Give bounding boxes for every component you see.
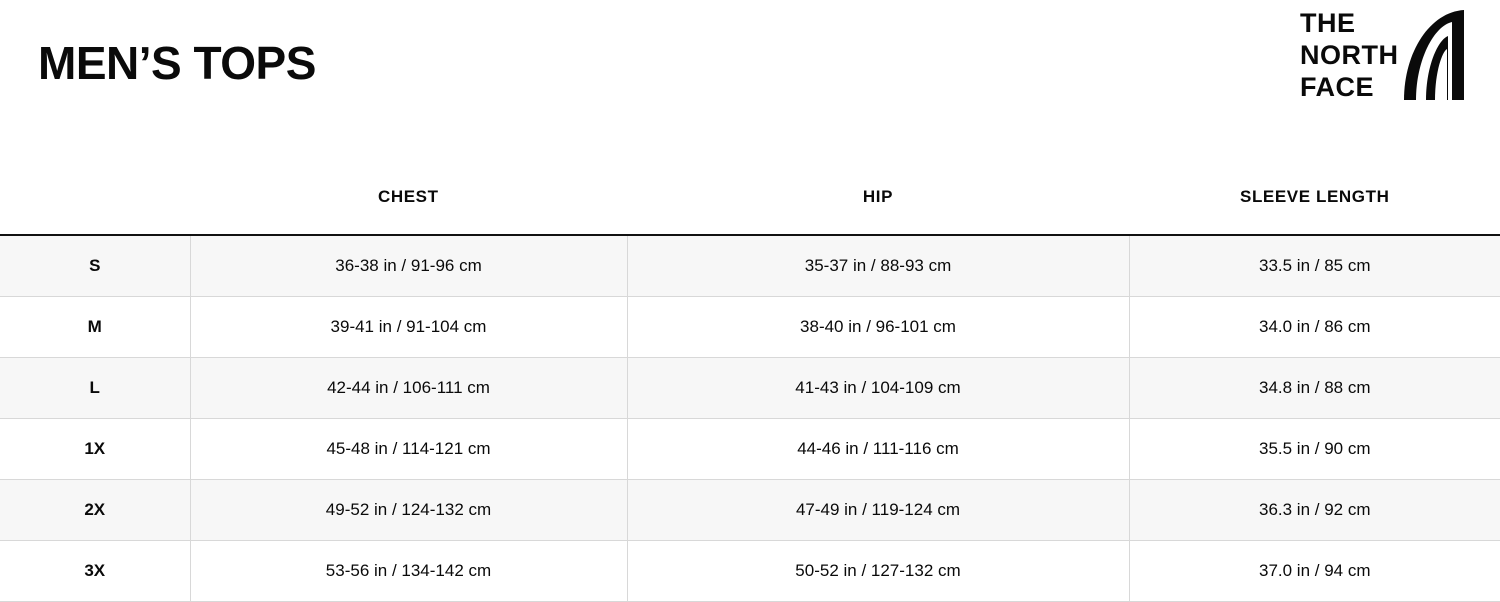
cell-size: M [0, 296, 190, 357]
cell-chest: 36-38 in / 91-96 cm [190, 235, 627, 296]
cell-chest: 42-44 in / 106-111 cm [190, 357, 627, 418]
column-header-size [0, 160, 190, 235]
svg-text:THE: THE [1300, 8, 1356, 38]
cell-chest: 49-52 in / 124-132 cm [190, 479, 627, 540]
page-header [0, 0, 1500, 160]
table-row [0, 235, 1500, 296]
cell-hip: 47-49 in / 119-124 cm [627, 479, 1129, 540]
cell-sleeve: 36.3 in / 92 cm [1129, 479, 1500, 540]
table-row [0, 479, 1500, 540]
cell-hip: 38-40 in / 96-101 cm [627, 296, 1129, 357]
cell-sleeve: 35.5 in / 90 cm [1129, 418, 1500, 479]
cell-hip: 35-37 in / 88-93 cm [627, 235, 1129, 296]
cell-hip: 41-43 in / 104-109 cm [627, 357, 1129, 418]
table-header [0, 160, 1500, 235]
cell-hip: 50-52 in / 127-132 cm [627, 540, 1129, 601]
cell-size: 2X [0, 479, 190, 540]
table-row [0, 296, 1500, 357]
size-chart-table [0, 160, 1500, 602]
the-north-face-logo [1300, 6, 1470, 108]
table-row [0, 357, 1500, 418]
cell-sleeve: 34.8 in / 88 cm [1129, 357, 1500, 418]
cell-sleeve: 37.0 in / 94 cm [1129, 540, 1500, 601]
cell-sleeve: 33.5 in / 85 cm [1129, 235, 1500, 296]
column-header-chest: CHEST [190, 160, 627, 235]
page-title: MEN’S TOPS [38, 37, 316, 89]
svg-text:NORTH: NORTH [1300, 40, 1399, 70]
column-header-sleeve-length: SLEEVE LENGTH [1129, 160, 1500, 235]
cell-chest: 39-41 in / 91-104 cm [190, 296, 627, 357]
cell-chest: 45-48 in / 114-121 cm [190, 418, 627, 479]
cell-size: L [0, 357, 190, 418]
cell-chest: 53-56 in / 134-142 cm [190, 540, 627, 601]
cell-size: 3X [0, 540, 190, 601]
table-row [0, 540, 1500, 601]
cell-sleeve: 34.0 in / 86 cm [1129, 296, 1500, 357]
table-body [0, 235, 1500, 601]
cell-size: 1X [0, 418, 190, 479]
header-row [0, 160, 1500, 235]
table-row [0, 418, 1500, 479]
svg-text:FACE: FACE [1300, 72, 1375, 102]
cell-size: S [0, 235, 190, 296]
column-header-hip: HIP [627, 160, 1129, 235]
cell-hip: 44-46 in / 111-116 cm [627, 418, 1129, 479]
